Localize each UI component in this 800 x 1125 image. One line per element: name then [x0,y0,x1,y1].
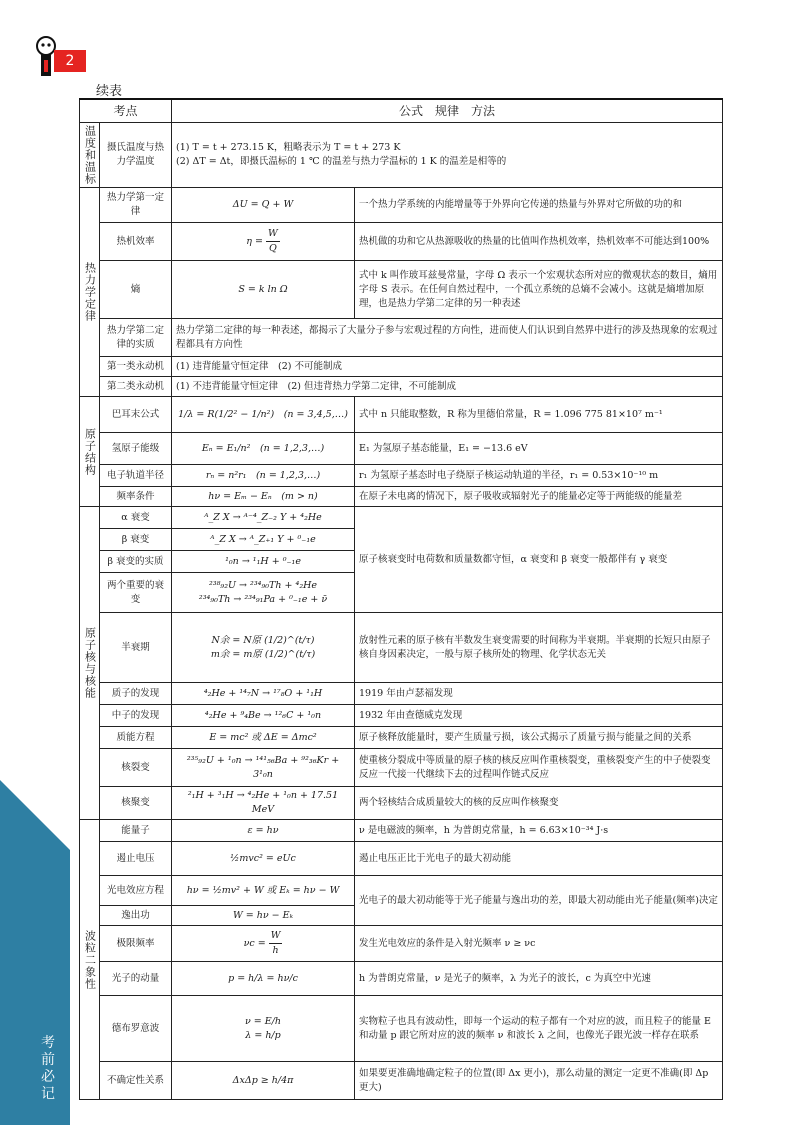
desc-mass-energy: 原子核释放能量时，要产生质量亏损，该公式揭示了质量亏损与能量之间的关系 [355,727,723,749]
topic-quantum: 能量子 [100,820,172,842]
topic-mass-energy: 质能方程 [100,727,172,749]
formula-threshold: νc = $\frac{W}{h}$ [172,926,355,962]
topic-half-life: 半衰期 [100,613,172,683]
desc-photoelectric: 光电子的最大初动能等于光子能量与逸出功的差，即最大初动能由光子能量(频率)决定 [355,876,723,926]
topic-entropy: 熵 [100,261,172,319]
text-pm2: (1) 不违背能量守恒定律 (2) 但违背热力学第二定律，不可能制成 [172,377,723,397]
topic-two-decays: 两个重要的衰变 [100,573,172,613]
formula-frequency: hν = Eₘ − Eₙ (m > n) [172,487,355,507]
topic-photoelectric: 光电效应方程 [100,876,172,906]
formula-two-decays [172,573,355,613]
section-thermo: 热力学定律 [80,188,100,397]
desc-stop-voltage: 遏止电压正比于光电子的最大初动能 [355,842,723,876]
formula-beta-essence: ¹₀n → ¹₁H + ⁰₋₁e [172,551,355,573]
desc-quantum: ν 是电磁波的频率，h 为普朗克常量，h = 6.63×10⁻³⁴ J·s [355,820,723,842]
side-label: 考前必记 [41,1035,55,1102]
header-formula: 公式 规律 方法 [172,99,723,123]
text-second-law: 热力学第二定律的每一种表述，都揭示了大量分子参与宏观过程的方向性，进而使人们认识到自然界中进行的涉及热现象的宏观过程都具有方向性 [172,319,723,357]
header-topic: 考点 [80,99,172,123]
desc-first-law: 一个热力学系统的内能增量等于外界向它传递的热量与外界对它所做的功的和 [355,188,723,223]
topic-pm1: 第一类永动机 [100,357,172,377]
formula-th234: ²³⁴₉₀Th → ²³⁴₉₁Pa + ⁰₋₁e + ν̄ [198,593,328,605]
formula-proton: ⁴₂He + ¹⁴₇N → ¹⁷₈O + ¹₁H [172,683,355,705]
topic-fusion: 核聚变 [100,787,172,820]
topic-fission: 核裂变 [100,749,172,787]
formula-half-life-m: m余 = m原 (1/2)^(t/τ) [210,648,316,660]
formula-de-broglie [172,996,355,1062]
formula-first-law: ΔU = Q + W [172,188,355,223]
text-pm1: (1) 违背能量守恒定律 (2) 不可能制成 [172,357,723,377]
desc-proton: 1919 年由卢瑟福发现 [355,683,723,705]
desc-efficiency: 热机做的功和它从热源吸收的热量的比值叫作热机效率，热机效率不可能达到100% [355,223,723,261]
temp-text [172,123,723,188]
topic-proton: 质子的发现 [100,683,172,705]
topic-efficiency: 热机效率 [100,223,172,261]
desc-balmer: 式中 n 只能取整数，R 称为里德伯常量，R = 1.096 775 81×10⁷ m⁻¹ [355,397,723,433]
desc-half-life: 放射性元素的原子核有半数发生衰变需要的时间称为半衰期。半衰期的长短只由原子核自身因素决定，一般与原子核所处的物理、化学状态无关 [355,613,723,683]
desc-fusion: 两个轻核结合成质量较大的核的反应叫作核聚变 [355,787,723,820]
topic-alpha: α 衰变 [100,507,172,529]
topic-neutron: 中子的发现 [100,705,172,727]
topic-threshold: 极限频率 [100,926,172,962]
page-number: 2 [54,50,86,72]
formula-alpha: ᴬ_Z X → ᴬ⁻⁴_Z₋₂ Y + ⁴₂He [172,507,355,529]
section-nucleus: 原子核与核能 [80,507,100,820]
desc-frequency: 在原子未电离的情况下，原子吸收或辐射光子的能量必定等于两能级的能量差 [355,487,723,507]
topic-pm2: 第二类永动机 [100,377,172,397]
topic-levels: 氢原子能级 [100,433,172,465]
formula-balmer: 1/λ = R(1/2² − 1/n²) (n = 3,4,5,…) [172,397,355,433]
continue-label: 续表 [96,84,123,99]
topic-first-law: 热力学第一定律 [100,188,172,223]
side-tab [0,780,70,1125]
topic-stop-voltage: 遏止电压 [100,842,172,876]
formula-beta: ᴬ_Z X → ᴬ_Z₊₁ Y + ⁰₋₁e [172,529,355,551]
desc-decay: 原子核衰变时电荷数和质量数都守恒，α 衰变和 β 衰变一般都伴有 γ 衰变 [355,507,723,613]
formula-de-broglie-nu: ν = E/h [245,1015,282,1027]
formula-de-broglie-lambda: λ = h/p [245,1029,281,1041]
formula-neutron: ⁴₂He + ⁹₄Be → ¹²₆C + ¹₀n [172,705,355,727]
formula-efficiency: η = $\frac{W}{Q}$ [172,223,355,261]
topic-balmer: 巴耳末公式 [100,397,172,433]
topic-momentum: 光子的动量 [100,962,172,996]
temp-line1: (1) T = t + 273.15 K，粗略表示为 T = t + 273 K [176,142,401,153]
topic-radius: 电子轨道半径 [100,465,172,487]
formula-momentum: p = h/λ = hν/c [172,962,355,996]
formula-stop-voltage: ½mvc² = eUc [172,842,355,876]
formula-radius: rₙ = n²r₁ (n = 1,2,3,…) [172,465,355,487]
desc-radius: r₁ 为氢原子基态时电子绕原子核运动轨道的半径，r₁ = 0.53×10⁻¹⁰ m [355,465,723,487]
formula-levels: Eₙ = E₁/n² (n = 1,2,3,…) [172,433,355,465]
topic-second-law: 热力学第二定律的实质 [100,319,172,357]
formula-u238: ²³⁸₉₂U → ²³⁴₉₀Th + ⁴₂He [208,579,318,591]
formula-mass-energy: E = mc² 或 ΔE = Δmc² [172,727,355,749]
topic-beta-essence: β 衰变的实质 [100,551,172,573]
section-temp: 温度和温标 [80,123,100,188]
topic-de-broglie: 德布罗意波 [100,996,172,1062]
formula-half-life [172,613,355,683]
topic-uncertainty: 不确定性关系 [100,1062,172,1100]
desc-entropy: 式中 k 叫作玻耳兹曼常量，字母 Ω 表示一个宏观状态所对应的微观状态的数目，熵用字母 S 表示。在任何自然过程中，一个孤立系统的总熵不会减小。这就是熵增加原理，也是热力学第二定律的另一种表述 [355,261,723,319]
desc-uncertainty: 如果要更准确地确定粒子的位置(即 Δx 更小)，那么动量的测定一定更不准确(即 Δp 更大) [355,1062,723,1100]
formula-half-life-n: N余 = N原 (1/2)^(t/τ) [211,634,315,646]
formula-photoelectric: hν = ½mv² + W 或 Eₖ = hν − W [172,876,355,906]
topic-temp: 摄氏温度与热力学温度 [100,123,172,188]
topic-beta: β 衰变 [100,529,172,551]
formula-fission: ²³⁵₉₂U + ¹₀n → ¹⁴¹₅₆Ba + ⁹²₃₆Kr + 3¹₀n [172,749,355,787]
topic-frequency: 频率条件 [100,487,172,507]
desc-threshold: 发生光电效应的条件是入射光频率 ν ≥ νc [355,926,723,962]
formula-work-function: W = hν − Eₖ [172,906,355,926]
desc-momentum: h 为普朗克常量，ν 是光子的频率，λ 为光子的波长，c 为真空中光速 [355,962,723,996]
formula-uncertainty: ΔxΔp ≥ h/4π [172,1062,355,1100]
desc-neutron: 1932 年由查德威克发现 [355,705,723,727]
section-wave: 波粒二象性 [80,820,100,1100]
section-atom: 原子结构 [80,397,100,507]
formula-table [79,98,723,1100]
desc-levels: E₁ 为氢原子基态能量，E₁ = −13.6 eV [355,433,723,465]
formula-quantum: ε = hν [172,820,355,842]
formula-fusion: ²₁H + ³₁H → ⁴₂He + ¹₀n + 17.51 MeV [172,787,355,820]
formula-entropy: S = k ln Ω [172,261,355,319]
temp-line2: (2) ΔT = Δt，即摄氏温标的 1 ℃ 的温差与热力学温标的 1 K 的温差是相等的 [176,156,507,167]
desc-de-broglie: 实物粒子也具有波动性，即每一个运动的粒子都有一个对应的波，而且粒子的能量 E 和动量 p 跟它所对应的波的频率 ν 和波长 λ 之间，也像光子跟光波一样存在联系 [355,996,723,1062]
desc-fission: 使重核分裂成中等质量的原子核的核反应叫作重核裂变，重核裂变产生的中子使裂变反应一代接一代继续下去的过程叫作链式反应 [355,749,723,787]
topic-work-function: 逸出功 [100,906,172,926]
